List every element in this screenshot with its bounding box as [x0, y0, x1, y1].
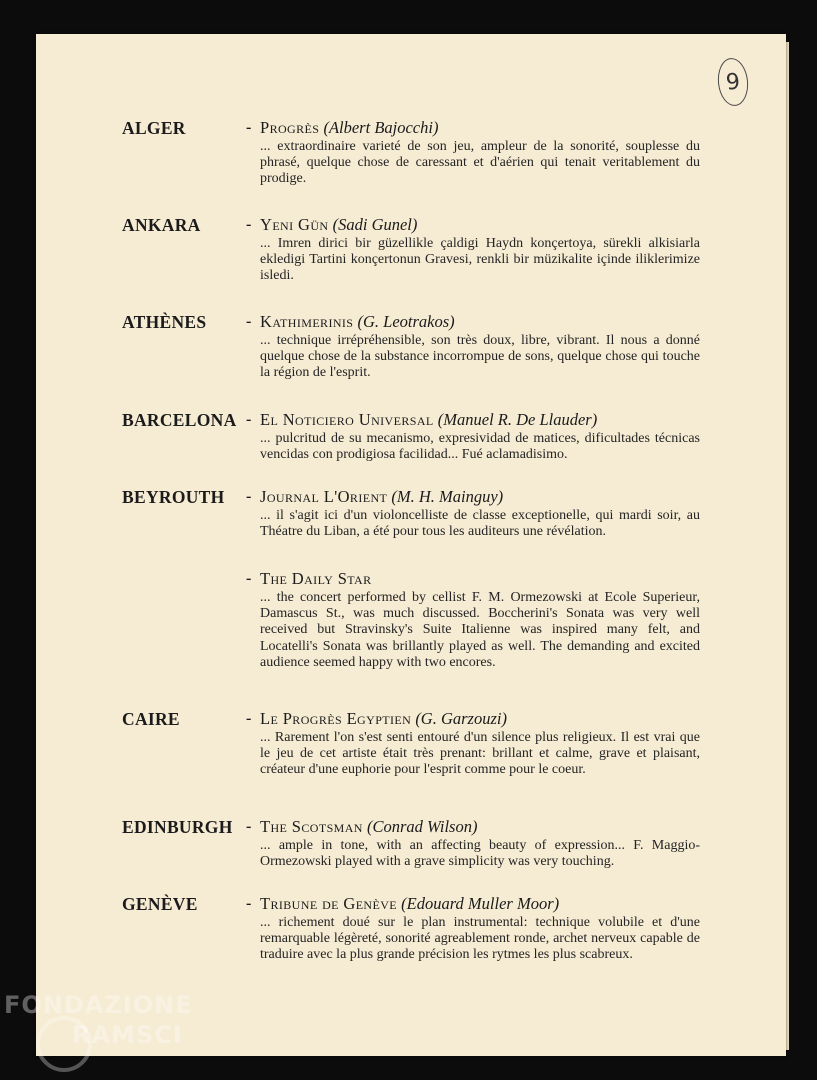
city-name: CAIRE	[122, 709, 180, 729]
page-number: 9	[716, 57, 751, 108]
publication-name: Progrès	[260, 118, 320, 137]
review-source	[260, 410, 700, 430]
city-name: EDINBURGH	[122, 817, 233, 837]
review-source	[260, 569, 700, 589]
review-quote: ... ample in tone, with an affecting beauty of expression... F. Maggio-Ormezowski played with a grave simplicity was very touching.	[260, 838, 700, 870]
dash: -	[246, 488, 252, 505]
dash: -	[246, 710, 252, 727]
city-name: BARCELONA	[122, 410, 237, 430]
dash: -	[246, 570, 252, 587]
publication-name: The Daily Star	[260, 569, 372, 588]
dash: -	[246, 818, 252, 835]
dash: -	[246, 119, 252, 136]
publication-name: Journal L'Orient	[260, 487, 388, 506]
review-quote: ... Imren dirici bir güzellikle çaldigi Haydn konçertoya, sürekli alkisiarla ekledigi Tartini konçertonun Gravesi, renkli bir müzikalite içinde iliklerimize isledi.	[260, 236, 700, 284]
dash: -	[246, 411, 252, 428]
dash: -	[246, 895, 252, 912]
review-source	[260, 817, 700, 837]
review-block	[260, 410, 700, 463]
review-quote: ... il s'agit ici d'un violoncelliste de classe exceptionelle, qui mardi soir, au Théatre du Liban, a été pour tous les auditeurs une révélation.	[260, 508, 700, 540]
review-source	[260, 894, 700, 914]
dash: -	[246, 313, 252, 330]
review-block	[260, 118, 700, 188]
review-quote: ... extraordinaire varieté de son jeu, ampleur de la sonorité, souplesse du phrasé, quelque chose de caressant et d'aérien qui tenait veritablement du prodige.	[260, 139, 700, 187]
critic-name: (Edouard Muller Moor)	[401, 894, 560, 913]
publication-name: Tribune de Genève	[260, 894, 398, 913]
review-quote: ... the concert performed by cellist F. M. Ormezowski at Ecole Superieur, Damascus St., was much discussed. Boccherini's Sonata was very well received but Stravinsky's Suite Italienne was inspired many felt, and Locatelli's Sonata was brillantly played as well. The demanding and excited audience seemed happy with two encores.	[260, 590, 700, 670]
city-name: BEYROUTH	[122, 487, 225, 507]
review-source	[260, 215, 700, 235]
review-block	[260, 487, 700, 540]
review-source	[260, 118, 700, 138]
publication-name: El Noticiero Universal	[260, 410, 434, 429]
review-quote: ... Rarement l'on s'est senti entouré d'un silence plus religieux. Il est vrai que le jeu de cet artiste était très prenant: brillant et calme, grave et plaisant, créateur d'une euphorie pour l'esprit comme pour le coeur.	[260, 730, 700, 778]
watermark-line-2: RAMSCI	[72, 1021, 183, 1049]
watermark	[4, 990, 193, 1050]
critic-name: (Manuel R. De Llauder)	[437, 410, 598, 429]
city-name: ATHÈNES	[122, 312, 207, 332]
critic-name: (Albert Bajocchi)	[323, 118, 439, 137]
dash: -	[246, 216, 252, 233]
city-name: GENÈVE	[122, 894, 198, 914]
city-name: ANKARA	[122, 215, 201, 235]
review-block	[260, 215, 700, 285]
critic-name: (Conrad Wilson)	[366, 817, 478, 836]
city-name: ALGER	[122, 118, 186, 138]
critic-name: (G. Leotrakos)	[357, 312, 455, 331]
review-block	[260, 709, 700, 779]
review-block	[260, 817, 700, 870]
critic-name: (M. H. Mainguy)	[391, 487, 504, 506]
review-block	[260, 894, 700, 964]
review-quote: ... technique irrépréhensible, son très doux, libre, vibrant. Il nous a donné quelque chose de la substance incorrompue de sons, quelque chose qui touche la région de l'esprit.	[260, 333, 700, 381]
review-source	[260, 709, 700, 729]
review-quote: ... pulcritud de su mecanismo, expresividad de matices, dificultades técnicas vencidas con prodigiosa facilidad... Fué aclamadisimo.	[260, 431, 700, 463]
publication-name: Kathimerinis	[260, 312, 354, 331]
publication-name: The Scotsman	[260, 817, 363, 836]
publication-name: Le Progrès Egyptien	[260, 709, 412, 728]
review-block	[260, 312, 700, 382]
critic-name: (G. Garzouzi)	[415, 709, 507, 728]
publication-name: Yeni Gün	[260, 215, 329, 234]
watermark-line-1: FONDAZIONE	[4, 991, 193, 1019]
review-source	[260, 487, 700, 507]
review-block	[260, 569, 700, 671]
document-page	[36, 34, 786, 1056]
review-source	[260, 312, 700, 332]
review-quote: ... richement doué sur le plan instrumental: technique volubile et d'une remarquable légèreté, sonorité agreablement ronde, archet nerveux capable de traduire avec la plus grande précision les rytmes les plus scabreux.	[260, 915, 700, 963]
critic-name: (Sadi Gunel)	[332, 215, 418, 234]
